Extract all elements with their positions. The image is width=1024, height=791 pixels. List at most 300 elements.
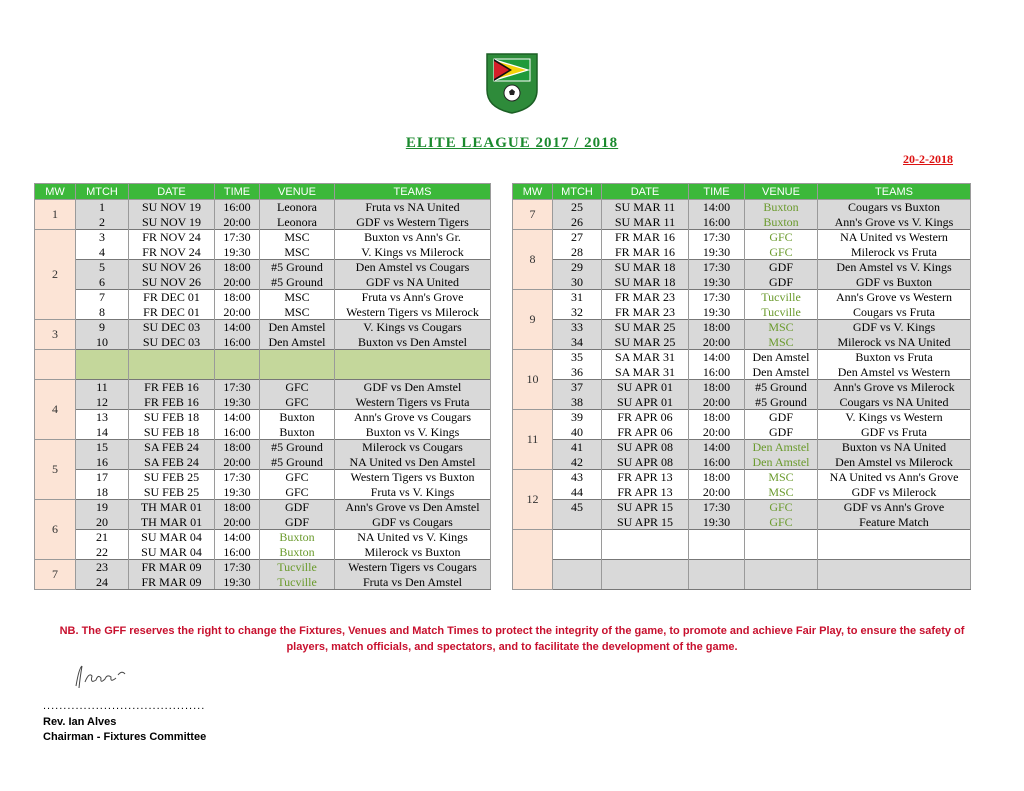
match-number-cell: 25 — [553, 200, 602, 215]
matchweek-cell: 10 — [513, 350, 553, 410]
date-cell: SU MAR 04 — [129, 545, 215, 560]
teams-cell: GDF vs Cougars — [335, 515, 491, 530]
fixture-row — [35, 290, 491, 305]
date-cell: SU DEC 03 — [129, 320, 215, 335]
match-number-cell: 19 — [76, 500, 129, 515]
date-cell: FR APR 06 — [602, 425, 689, 440]
venue-cell: MSC — [260, 305, 335, 320]
fixture-row — [513, 560, 971, 575]
venue-cell: Den Amstel — [260, 320, 335, 335]
teams-cell: Cougars vs NA United — [818, 395, 971, 410]
teams-cell: NA United vs Ann's Grove — [818, 470, 971, 485]
time-cell: 20:00 — [689, 425, 745, 440]
time-cell: 18:00 — [215, 290, 260, 305]
time-cell: 14:00 — [689, 440, 745, 455]
signature-image — [70, 662, 130, 692]
teams-cell: Milerock vs Cougars — [335, 440, 491, 455]
venue-cell: MSC — [745, 485, 818, 500]
match-number-cell — [553, 575, 602, 590]
column-header: MTCH — [76, 184, 129, 200]
fixture-row — [35, 395, 491, 410]
time-cell: 18:00 — [689, 320, 745, 335]
footer-note: NB. The GFF reserves the right to change the Fixtures, Venues and Match Times to protect the integrity of the game, to promote and achieve Fair Play, to ensure the safety of players, match officials, and spectators, and to facilitate the development of the game. — [59, 625, 965, 653]
match-number-cell: 41 — [553, 440, 602, 455]
match-number-cell: 21 — [76, 530, 129, 545]
venue-cell: GDF — [745, 275, 818, 290]
fixture-row — [35, 515, 491, 530]
fixtures-table-right — [512, 183, 971, 590]
venue-cell: GFC — [745, 245, 818, 260]
teams-cell: Western Tigers vs Cougars — [335, 560, 491, 575]
venue-cell: GFC — [260, 380, 335, 395]
matchweek-cell: 5 — [35, 440, 76, 500]
fixture-row — [35, 545, 491, 560]
fixture-row — [35, 335, 491, 350]
signatory-role: Chairman - Fixtures Committee — [43, 731, 207, 743]
teams-cell: Fruta vs NA United — [335, 200, 491, 215]
match-number-cell: 2 — [76, 215, 129, 230]
fixture-row — [35, 380, 491, 395]
venue-cell: Den Amstel — [260, 335, 335, 350]
match-number-cell: 10 — [76, 335, 129, 350]
teams-cell — [818, 575, 971, 590]
time-cell: 17:30 — [689, 230, 745, 245]
time-cell: 17:30 — [215, 470, 260, 485]
teams-cell: Den Amstel vs V. Kings — [818, 260, 971, 275]
date-cell: FR FEB 16 — [129, 380, 215, 395]
venue-cell — [745, 560, 818, 575]
date-cell: SU MAR 18 — [602, 260, 689, 275]
venue-cell: GDF — [745, 410, 818, 425]
venue-cell: MSC — [260, 290, 335, 305]
date-cell — [129, 350, 215, 365]
match-number-cell: 40 — [553, 425, 602, 440]
venue-cell: GFC — [745, 230, 818, 245]
match-number-cell — [76, 350, 129, 365]
date-cell: FR APR 06 — [602, 410, 689, 425]
match-number-cell: 28 — [553, 245, 602, 260]
date-cell: SU APR 08 — [602, 440, 689, 455]
date-cell: SU NOV 26 — [129, 260, 215, 275]
venue-cell: #5 Ground — [745, 395, 818, 410]
match-number-cell: 29 — [553, 260, 602, 275]
date-cell: FR DEC 01 — [129, 305, 215, 320]
time-cell: 18:00 — [215, 260, 260, 275]
fixture-row — [35, 575, 491, 590]
match-number-cell: 44 — [553, 485, 602, 500]
venue-cell: GFC — [260, 395, 335, 410]
fixture-row — [35, 305, 491, 320]
fixture-row — [513, 455, 971, 470]
fixture-row — [513, 245, 971, 260]
match-number-cell: 6 — [76, 275, 129, 290]
venue-cell: GDF — [260, 500, 335, 515]
teams-cell: GDF vs Milerock — [818, 485, 971, 500]
match-number-cell — [76, 365, 129, 380]
table-header-row — [513, 184, 971, 200]
time-cell: 17:30 — [689, 290, 745, 305]
date-cell — [602, 560, 689, 575]
venue-cell: Den Amstel — [745, 455, 818, 470]
date-cell: SU FEB 25 — [129, 485, 215, 500]
match-number-cell: 5 — [76, 260, 129, 275]
teams-cell — [818, 560, 971, 575]
signatory-name: Rev. Ian Alves — [43, 716, 117, 728]
time-cell — [689, 560, 745, 575]
date-cell: FR DEC 01 — [129, 290, 215, 305]
teams-cell: Milerock vs Fruta — [818, 245, 971, 260]
match-number-cell — [553, 545, 602, 560]
time-cell: 19:30 — [215, 395, 260, 410]
match-number-cell: 26 — [553, 215, 602, 230]
teams-cell: GDF vs Ann's Grove — [818, 500, 971, 515]
time-cell: 18:00 — [689, 470, 745, 485]
match-number-cell: 20 — [76, 515, 129, 530]
fixture-row — [513, 290, 971, 305]
teams-cell: Cougars vs Fruta — [818, 305, 971, 320]
time-cell — [215, 365, 260, 380]
time-cell: 20:00 — [215, 515, 260, 530]
match-number-cell: 18 — [76, 485, 129, 500]
match-number-cell — [553, 530, 602, 545]
date-cell: SU MAR 04 — [129, 530, 215, 545]
fixture-row — [513, 545, 971, 560]
time-cell: 19:30 — [689, 275, 745, 290]
fixture-row — [35, 230, 491, 245]
venue-cell: GFC — [745, 500, 818, 515]
fixture-row — [35, 320, 491, 335]
teams-cell: V. Kings vs Milerock — [335, 245, 491, 260]
match-number-cell: 13 — [76, 410, 129, 425]
date-cell: SU FEB 25 — [129, 470, 215, 485]
time-cell — [689, 575, 745, 590]
table-header-row — [35, 184, 491, 200]
time-cell: 16:00 — [215, 545, 260, 560]
fixture-row — [513, 425, 971, 440]
venue-cell: #5 Ground — [745, 380, 818, 395]
match-number-cell: 36 — [553, 365, 602, 380]
venue-cell: #5 Ground — [260, 455, 335, 470]
fixture-row — [35, 425, 491, 440]
venue-cell: Den Amstel — [745, 350, 818, 365]
teams-cell: Milerock vs Buxton — [335, 545, 491, 560]
date-cell: FR APR 13 — [602, 470, 689, 485]
venue-cell: #5 Ground — [260, 440, 335, 455]
teams-cell: Fruta vs Ann's Grove — [335, 290, 491, 305]
fixture-row — [513, 380, 971, 395]
time-cell: 16:00 — [215, 335, 260, 350]
column-header: TIME — [689, 184, 745, 200]
venue-cell: Buxton — [260, 530, 335, 545]
time-cell — [689, 545, 745, 560]
time-cell: 20:00 — [689, 335, 745, 350]
venue-cell — [260, 365, 335, 380]
match-number-cell: 8 — [76, 305, 129, 320]
match-number-cell: 42 — [553, 455, 602, 470]
teams-cell: Ann's Grove vs Cougars — [335, 410, 491, 425]
fixture-row — [35, 470, 491, 485]
time-cell: 17:30 — [689, 260, 745, 275]
gff-logo — [483, 52, 541, 114]
date-cell: SU NOV 19 — [129, 215, 215, 230]
teams-cell — [818, 530, 971, 545]
match-number-cell: 7 — [76, 290, 129, 305]
match-number-cell — [553, 560, 602, 575]
match-number-cell: 16 — [76, 455, 129, 470]
time-cell: 20:00 — [215, 455, 260, 470]
match-number-cell — [553, 515, 602, 530]
time-cell: 19:30 — [689, 305, 745, 320]
fixture-row — [35, 410, 491, 425]
match-number-cell: 15 — [76, 440, 129, 455]
fixture-row — [35, 560, 491, 575]
matchweek-cell: 4 — [35, 380, 76, 440]
teams-cell: NA United vs Western — [818, 230, 971, 245]
fixture-row — [513, 305, 971, 320]
venue-cell: GDF — [745, 260, 818, 275]
teams-cell: GDF vs Buxton — [818, 275, 971, 290]
fixture-row — [513, 530, 971, 545]
fixture-row — [35, 215, 491, 230]
date-cell: TH MAR 01 — [129, 515, 215, 530]
time-cell: 17:30 — [215, 560, 260, 575]
fixture-row — [35, 350, 491, 365]
venue-cell: Tucville — [745, 290, 818, 305]
match-number-cell: 34 — [553, 335, 602, 350]
date-cell: FR MAR 23 — [602, 290, 689, 305]
column-header: MW — [35, 184, 76, 200]
fixture-row — [513, 395, 971, 410]
teams-cell: GDF vs Den Amstel — [335, 380, 491, 395]
venue-cell: Tucville — [260, 560, 335, 575]
date-cell: FR NOV 24 — [129, 245, 215, 260]
venue-cell: Buxton — [260, 410, 335, 425]
time-cell: 16:00 — [215, 200, 260, 215]
time-cell: 19:30 — [689, 515, 745, 530]
teams-cell: Western Tigers vs Buxton — [335, 470, 491, 485]
date-cell: FR NOV 24 — [129, 230, 215, 245]
fixture-row — [35, 485, 491, 500]
match-number-cell: 24 — [76, 575, 129, 590]
match-number-cell: 12 — [76, 395, 129, 410]
column-header: MTCH — [553, 184, 602, 200]
teams-cell: Ann's Grove vs V. Kings — [818, 215, 971, 230]
teams-cell: Buxton vs Den Amstel — [335, 335, 491, 350]
venue-cell: Leonora — [260, 215, 335, 230]
matchweek-cell — [35, 350, 76, 380]
match-number-cell: 35 — [553, 350, 602, 365]
fixture-row — [35, 455, 491, 470]
time-cell: 14:00 — [215, 320, 260, 335]
teams-cell: NA United vs Den Amstel — [335, 455, 491, 470]
match-number-cell: 3 — [76, 230, 129, 245]
date-cell: FR APR 13 — [602, 485, 689, 500]
matchweek-cell: 3 — [35, 320, 76, 350]
venue-cell: Leonora — [260, 200, 335, 215]
match-number-cell: 17 — [76, 470, 129, 485]
venue-cell: Den Amstel — [745, 440, 818, 455]
teams-cell: GDF vs Western Tigers — [335, 215, 491, 230]
teams-cell — [335, 350, 491, 365]
date-cell: SA MAR 31 — [602, 350, 689, 365]
date-cell: SU DEC 03 — [129, 335, 215, 350]
match-number-cell: 23 — [76, 560, 129, 575]
venue-cell: MSC — [260, 245, 335, 260]
time-cell: 16:00 — [689, 455, 745, 470]
date-cell: SU APR 01 — [602, 380, 689, 395]
time-cell: 19:30 — [215, 245, 260, 260]
date-cell: SU NOV 26 — [129, 275, 215, 290]
fixture-row — [513, 215, 971, 230]
match-number-cell: 37 — [553, 380, 602, 395]
date-cell: TH MAR 01 — [129, 500, 215, 515]
teams-cell: Buxton vs NA United — [818, 440, 971, 455]
fixture-row — [513, 470, 971, 485]
matchweek-cell: 8 — [513, 230, 553, 290]
date-cell: SU MAR 11 — [602, 215, 689, 230]
fixture-row — [513, 365, 971, 380]
date-cell: SU MAR 11 — [602, 200, 689, 215]
time-cell: 14:00 — [215, 530, 260, 545]
teams-cell: GDF vs V. Kings — [818, 320, 971, 335]
time-cell: 20:00 — [215, 215, 260, 230]
teams-cell: Fruta vs V. Kings — [335, 485, 491, 500]
teams-cell: Cougars vs Buxton — [818, 200, 971, 215]
venue-cell: #5 Ground — [260, 260, 335, 275]
time-cell: 19:30 — [215, 485, 260, 500]
column-header: VENUE — [745, 184, 818, 200]
venue-cell: GFC — [745, 515, 818, 530]
match-number-cell: 9 — [76, 320, 129, 335]
time-cell — [215, 350, 260, 365]
match-number-cell: 43 — [553, 470, 602, 485]
venue-cell: MSC — [745, 320, 818, 335]
column-header: DATE — [129, 184, 215, 200]
match-number-cell: 14 — [76, 425, 129, 440]
fixture-row — [35, 260, 491, 275]
teams-cell: Den Amstel vs Cougars — [335, 260, 491, 275]
date-cell: SU MAR 25 — [602, 335, 689, 350]
venue-cell: MSC — [745, 470, 818, 485]
time-cell: 17:30 — [215, 380, 260, 395]
column-header: TIME — [215, 184, 260, 200]
venue-cell: Buxton — [260, 545, 335, 560]
matchweek-cell: 6 — [35, 500, 76, 560]
fixture-row — [513, 275, 971, 290]
date-cell: SU APR 01 — [602, 395, 689, 410]
teams-cell: Western Tigers vs Milerock — [335, 305, 491, 320]
fixture-row — [35, 530, 491, 545]
date-cell: SU APR 08 — [602, 455, 689, 470]
venue-cell: Buxton — [745, 215, 818, 230]
teams-cell: V. Kings vs Cougars — [335, 320, 491, 335]
date-cell: SU APR 15 — [602, 515, 689, 530]
match-number-cell: 22 — [76, 545, 129, 560]
date-cell: SU FEB 18 — [129, 425, 215, 440]
fixture-row — [513, 575, 971, 590]
time-cell: 19:30 — [689, 245, 745, 260]
match-number-cell: 45 — [553, 500, 602, 515]
match-number-cell: 11 — [76, 380, 129, 395]
date-cell: FR MAR 16 — [602, 230, 689, 245]
time-cell: 18:00 — [215, 440, 260, 455]
time-cell: 20:00 — [689, 395, 745, 410]
teams-cell: Ann's Grove vs Western — [818, 290, 971, 305]
teams-cell — [335, 365, 491, 380]
teams-cell: Buxton vs Ann's Gr. — [335, 230, 491, 245]
venue-cell: GFC — [260, 485, 335, 500]
venue-cell — [260, 350, 335, 365]
date-cell: SU APR 15 — [602, 500, 689, 515]
match-number-cell: 33 — [553, 320, 602, 335]
venue-cell: Tucville — [745, 305, 818, 320]
time-cell: 19:30 — [215, 575, 260, 590]
date-cell: FR FEB 16 — [129, 395, 215, 410]
venue-cell: Buxton — [260, 425, 335, 440]
matchweek-cell: 7 — [35, 560, 76, 590]
match-number-cell: 38 — [553, 395, 602, 410]
time-cell: 18:00 — [689, 410, 745, 425]
time-cell: 18:00 — [215, 500, 260, 515]
venue-cell: GDF — [745, 425, 818, 440]
column-header: TEAMS — [818, 184, 971, 200]
time-cell: 20:00 — [689, 485, 745, 500]
fixture-row — [513, 350, 971, 365]
matchweek-cell: 11 — [513, 410, 553, 470]
date-cell: SU NOV 19 — [129, 200, 215, 215]
venue-cell: MSC — [260, 230, 335, 245]
teams-cell: Milerock vs NA United — [818, 335, 971, 350]
time-cell: 14:00 — [215, 410, 260, 425]
matchweek-cell: 1 — [35, 200, 76, 230]
match-number-cell: 31 — [553, 290, 602, 305]
teams-cell: GDF vs NA United — [335, 275, 491, 290]
date-cell — [129, 365, 215, 380]
page-title: ELITE LEAGUE 2017 / 2018 — [405, 135, 619, 151]
signature-line: ........................................ — [43, 700, 206, 712]
time-cell: 16:00 — [215, 425, 260, 440]
venue-cell — [745, 575, 818, 590]
fixture-row — [35, 365, 491, 380]
venue-cell: Tucville — [260, 575, 335, 590]
fixture-row — [35, 440, 491, 455]
column-header: MW — [513, 184, 553, 200]
time-cell: 18:00 — [689, 380, 745, 395]
teams-cell: Den Amstel vs Milerock — [818, 455, 971, 470]
venue-cell: GFC — [260, 470, 335, 485]
time-cell — [689, 530, 745, 545]
fixture-row — [513, 335, 971, 350]
teams-cell: Den Amstel vs Western — [818, 365, 971, 380]
fixture-row — [35, 275, 491, 290]
time-cell: 16:00 — [689, 215, 745, 230]
column-header: DATE — [602, 184, 689, 200]
date-cell: SA FEB 24 — [129, 440, 215, 455]
venue-cell: MSC — [745, 335, 818, 350]
venue-cell — [745, 530, 818, 545]
fixture-row — [513, 500, 971, 515]
matchweek-cell — [513, 530, 553, 590]
match-number-cell: 30 — [553, 275, 602, 290]
column-header: TEAMS — [335, 184, 491, 200]
date-cell: SA MAR 31 — [602, 365, 689, 380]
date-cell: FR MAR 16 — [602, 245, 689, 260]
matchweek-cell: 7 — [513, 200, 553, 230]
time-cell: 17:30 — [689, 500, 745, 515]
time-cell: 16:00 — [689, 365, 745, 380]
venue-cell: Den Amstel — [745, 365, 818, 380]
date-cell — [602, 530, 689, 545]
